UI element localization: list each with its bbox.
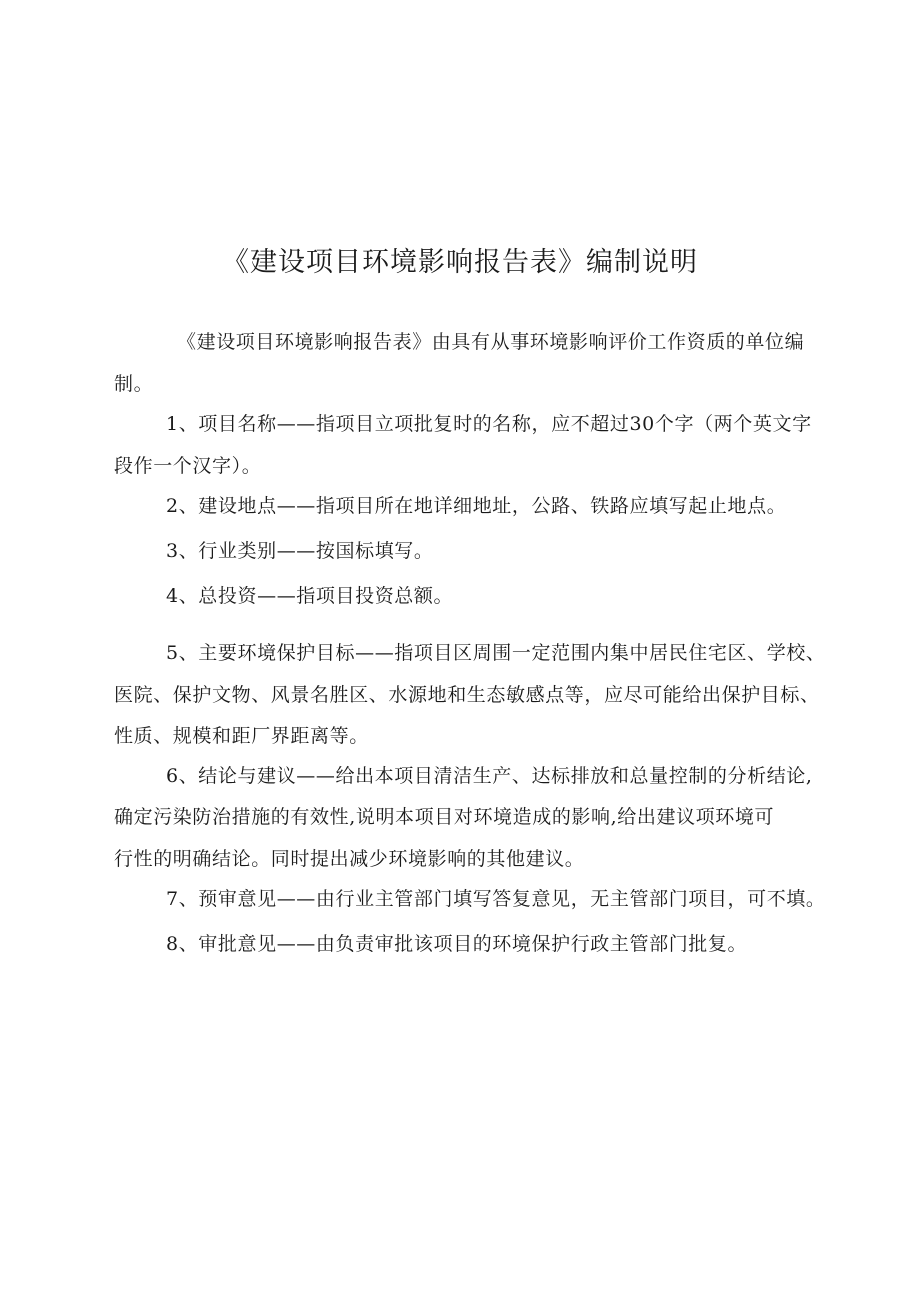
- intro-line-2: 制。: [114, 373, 154, 395]
- item-5-line-3: 性质、规模和距厂界距离等。: [114, 725, 369, 747]
- item-3-line-1: 3、行业类别——按国标填写。: [166, 540, 434, 562]
- item-1-line-1: 1、项目名称——指项目立项批复时的名称，应不超过30个字（两个英文字: [166, 413, 812, 435]
- item-1-line-2: 段作一个汉字）。: [114, 455, 262, 477]
- item-6-line-2: 确定污染防治措施的有效性,说明本项目对环境造成的影响,给出建议项环境可: [114, 806, 775, 828]
- item-2-line-1: 2、建设地点——指项目所在地详细地址，公路、铁路应填写起止地点。: [166, 495, 787, 517]
- item-8-line-1: 8、审批意见——由负责审批该项目的环境保护行政主管部门批复。: [166, 933, 748, 955]
- document-title: 《建设项目环境影响报告表》编制说明: [222, 247, 698, 278]
- item-5-line-1: 5、主要环境保护目标——指项目区周围一定范围内集中居民住宅区、学校、: [166, 642, 826, 664]
- item-6-line-1: 6、结论与建议——给出本项目清洁生产、达标排放和总量控制的分析结论,: [166, 765, 813, 787]
- intro-line-1: 《建设项目环境影响报告表》由具有从事环境影响评价工作资质的单位编: [177, 331, 805, 353]
- item-6-line-3: 行性的明确结论。同时提出减少环境影响的其他建议。: [114, 848, 585, 870]
- item-7-line-1: 7、预审意见——由行业主管部门填写答复意见，无主管部门项目，可不填。: [166, 888, 826, 910]
- item-4-line-1: 4、总投资——指项目投资总额。: [166, 585, 454, 607]
- item-5-line-2: 医院、保护文物、风景名胜区、水源地和生态敏感点等，应尽可能给出保护目标、: [114, 684, 820, 706]
